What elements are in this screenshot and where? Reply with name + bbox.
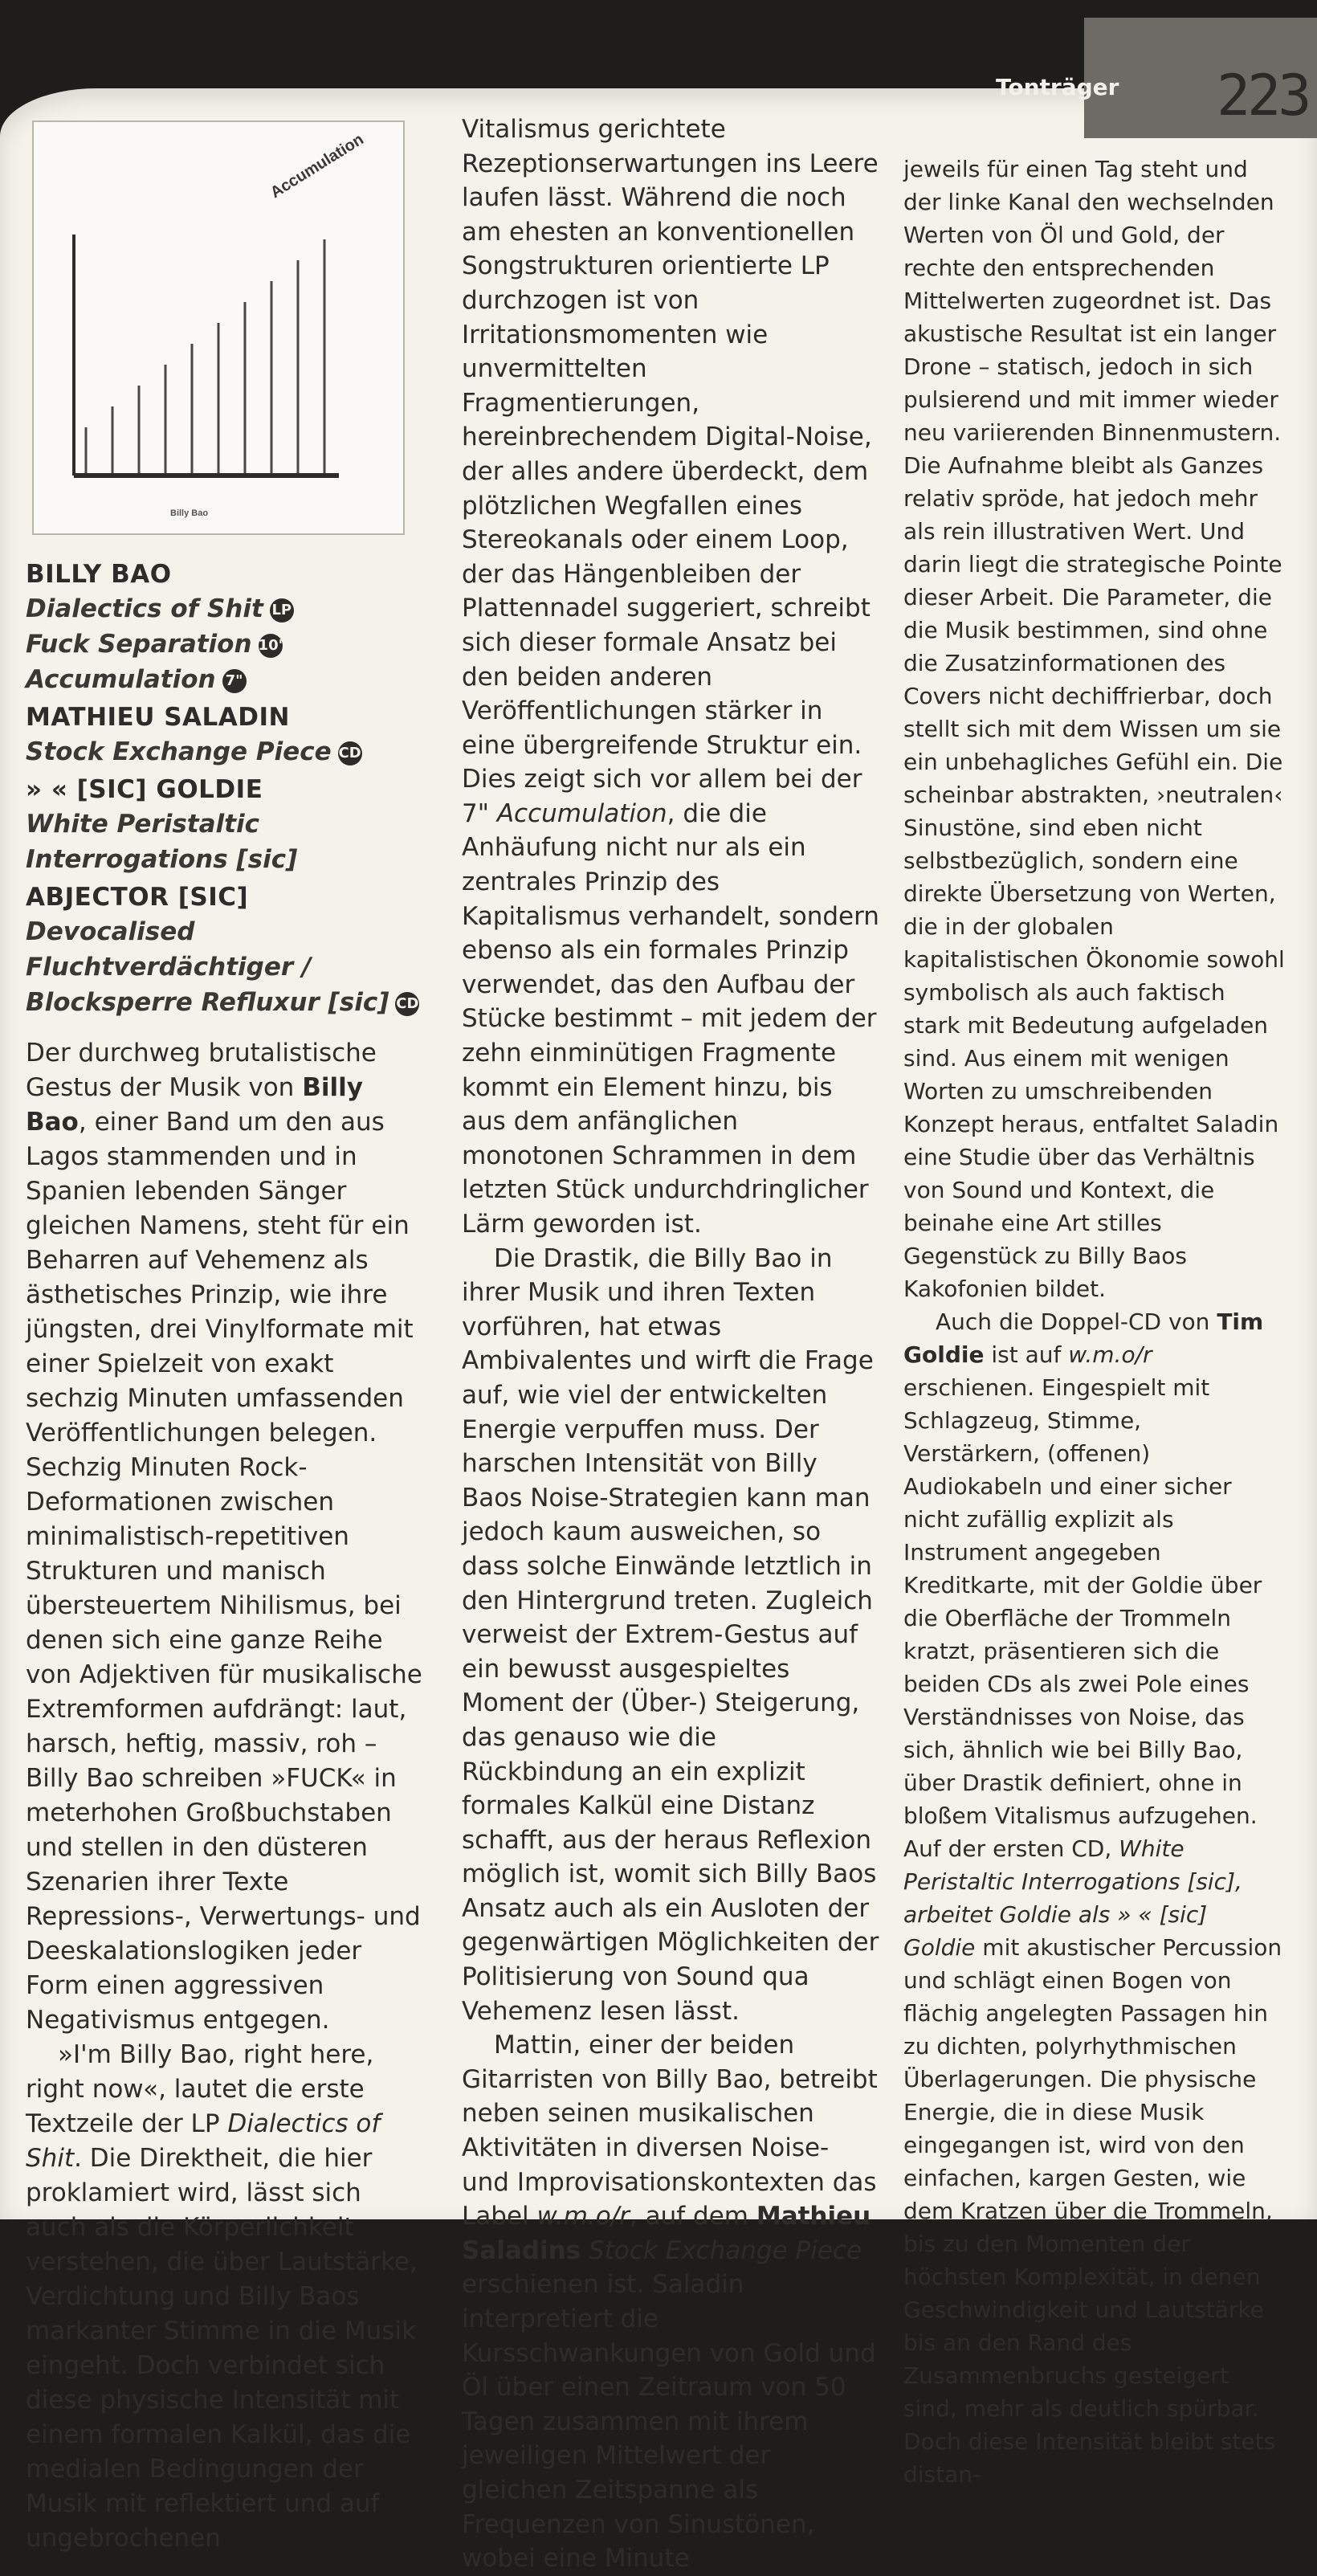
text-run: Auch die Doppel-CD von <box>936 1308 1217 1335</box>
text-run: , auf dem <box>629 2202 756 2231</box>
discography-release <box>26 662 427 697</box>
artist-text: ABJECTOR [SIC] <box>26 883 249 912</box>
text-column-3 <box>903 153 1285 2491</box>
label-name: w.m.o/r <box>1068 1341 1152 1368</box>
text-run: Der durchweg brutalistische Gestus der Musik von <box>26 1039 377 1102</box>
discography-artist <box>26 557 427 591</box>
artist-text: MATHIEU SALADIN <box>26 703 290 732</box>
artist-name: Tim Goldie <box>903 1308 1264 1368</box>
text-run: , die die Anhäufung nicht nur als ein zentrales Prinzip des Kapitalismus verhandelt, sondern ebenso als ein formales Prinzip verwendet, das den Aufbau der Stücke bestimmt – mit jedem der zehn einminütigen Fragmente kommt ein Element hinzu, bis aus dem anfänglichen monotonen Schrammen in dem letzten Stück undurchdringlicher Lärm geworden ist. <box>462 798 879 1239</box>
discography-artist <box>26 880 427 914</box>
paragraph: jeweils für einen Tag steht und der linke Kanal den wechselnden Werten von Öl und Gold, der rechte den entsprechenden Mittelwerten zugeordnet ist. Das akustische Resultat ist ein langer Drone – statisch, jedoch in sich pulsierend und mit immer wieder neu variierenden Binnenmustern. Die Aufnahme bleibt als Ganzes relativ spröde, hat jedoch mehr als rein illustrativen Wert. Und darin liegt die strategische Pointe dieser Arbeit. Die Parameter, die die Musik bestimmen, sind ohne die Zusatzinformationen des Covers nicht dechiffrierbar, doch stellt sich mit dem Wissen um sie ein unbehagliches Gefühl ein. Die scheinbar abstrakten, ›neutralen‹ Sinustöne, sind eben nicht selbstbezüglich, sondern eine direkte Übersetzung von Werten, die in der globalen kapitalistischen Ökonomie sowohl symbolisch als auch faktisch stark mit Bedeutung aufgeladen sind. Aus einem mit wenigen Worten zu umschreibenden Konzept heraus, entfaltet Saladin eine Studie über das Verhältnis von Sound und Kontext, die beinahe eine Art stilles Gegenstück zu Billy Baos Kakofonien bildet. <box>903 156 1285 1302</box>
artist-text: » « [SIC] GOLDIE <box>26 775 263 804</box>
artist-alias: , arbeitet Goldie als » « [sic] Goldie <box>903 1868 1242 1961</box>
text-run: , einer Band um den aus Lagos stammenden und in Spanien lebenden Sänger gleichen Namens, steht für ein Beharren auf Vehemenz als ästhetisches Prinzip, wie ihre jüngsten, drei Vinylformate mit einer Spielzeit von exakt sechzig Minuten umfassenden Veröffentlichungen belegen. Sechzig Minuten Rock-Deformationen zwischen minimalistisch-repetitiven Strukturen und manisch übersteuertem Nihilismus, bei denen sich eine ganze Reihe von Adjektiven für musikalische Extremformen aufdrängt: laut, harsch, heftig, massiv, roh – Billy Bao schreiben »FUCK« in meterhohen Großbuchstaben und stellen in den düsteren Szenarien ihrer Texte Repressions-, Verwertungs- und Deeskalationslogiken jeder Form einen aggressiven Negativismus entgegen. <box>26 1108 422 2035</box>
discography-release <box>26 806 427 877</box>
cover-figure <box>32 120 405 535</box>
discography-list <box>26 554 427 1020</box>
text-column-1 <box>26 1036 427 2556</box>
release-text: Dialectics of Shit <box>26 594 263 623</box>
paragraph: Die Drastik, die Billy Bao in ihrer Musik und ihren Texten vorführen, hat etwas Ambivalentes und wirft die Frage auf, wie viel der entwickelten Energie verpuffen muss. Der harschen Intensität von Billy Baos Noise-Strategien kann man jedoch kaum ausweichen, so dass solche Einwände letztlich in den Hintergrund treten. Zugleich verweist der Extrem-Gestus auf ein bewusst ausgespieltes Moment der (Über-) Steigerung, das genauso wie die Rückbindung an ein explizit formales Kalkül eine Distanz schafft, aus der heraus Reflexion möglich ist, womit sich Billy Baos Ansatz auch als ein Ausloten der gegenwärtigen Möglichkeiten der Politisierung von Sound qua Vehemenz lesen lässt. <box>462 1243 879 2026</box>
release-text: Fuck Separation <box>26 630 252 659</box>
release-text: Accumulation <box>26 665 216 694</box>
format-badge-icon: 7" <box>222 669 247 693</box>
format-badge-icon: LP <box>270 598 294 623</box>
text-run: mit akustischer Percussion und schlägt einen Bogen von flächig angelegten Passagen hin zu dichten, polyrhythmischen Überlagerungen. Die physische Energie, die in diese Musik eingegangen ist, wird von den einfachen, kargen Gesten, wie dem Kratzen über die Trommeln, bis zu den Momenten der höchsten Komplexität, in denen Geschwindigkeit und Lautstärke bis an den Rand des Zusammenbruchs gesteigert sind, mehr als deutlich spürbar. Doch diese Intensität bleibt stets distan- <box>903 1934 1282 2488</box>
paragraph <box>26 2038 427 2556</box>
label-name: w.m.o/r <box>536 2202 630 2231</box>
text-run: erschienen ist. Saladin interpretiert die Kursschwankungen von Gold und Öl über einen Zeitraum von 50 Tagen zusammen mit ihrem jeweiligen Mittelwert der gleichen Zeitspanne als Frequenzen von Sinustönen, wobei eine Minute <box>462 2270 876 2574</box>
text-run: Mattin, einer der beiden Gitarristen von Billy Bao, betreibt neben seinen musikalischen Aktivitäten in diversen Noise- und Improvisationskontexten das Label <box>462 2031 878 2231</box>
album-title: Accumulation <box>496 798 667 828</box>
discography-release <box>26 591 427 627</box>
release-text: Stock Exchange Piece <box>26 737 332 766</box>
discography-release <box>26 627 427 662</box>
release-text: Devocalised Fluchtverdächtiger / Blocksperre Refluxur [sic] <box>26 917 389 1017</box>
album-title: Stock Exchange Piece <box>589 2235 862 2265</box>
release-text: White Peristaltic Interrogations [sic] <box>26 810 298 874</box>
cover-band: Billy Bao <box>170 508 209 518</box>
cover-figure-svg <box>34 122 403 533</box>
format-badge-icon: 10" <box>259 634 283 658</box>
text-run: erschienen. Eingespielt mit Schlagzeug, Stimme, Verstärkern, (offenen) Audiokabeln und einer sicher nicht zufällig explizit als Instrument angegeben Kreditkarte, mit der Goldie über die Oberfläche der Trommeln kratzt, präsentieren sich die beiden CDs als zwei Pole eines Verständnisses von Noise, das sich, ähnlich wie bei Billy Bao, über Drastik definiert, ohne in bloßem Vitalismus aufzugehen. Auf der ersten CD, <box>903 1374 1262 1862</box>
paragraph <box>462 112 879 1242</box>
artist-text: BILLY BAO <box>26 560 172 589</box>
text-run: . Die Direktheit, die hier proklamiert wird, lässt sich auch als die Körperlichkeit verstehen, die über Lautstärke, Verdichtung und Billy Baos markanter Stimme in die Musik eingeht. Doch verbindet sich diese physische Intensität mit einem formalen Kalkül, das die medialen Bedingungen der Musik mit reflektiert und auf ungebrochenen <box>26 2144 418 2553</box>
discography-release <box>26 734 427 770</box>
text-run: »I'm Billy Bao, right here, right now«, lautet die erste Textzeile der LP <box>26 2040 374 2138</box>
album-title: Dialectics of Shit <box>26 2109 381 2173</box>
format-badge-icon: CD <box>395 992 419 1016</box>
page-number: 223 <box>1217 63 1309 129</box>
text-column-2 <box>462 112 879 2576</box>
section-title: Tonträger <box>996 74 1119 100</box>
discography-artist <box>26 700 427 734</box>
text-run: ist auf <box>984 1341 1069 1368</box>
text-run: Vitalismus gerichtete Rezeptionserwartungen ins Leere laufen lässt. Während die noch am ehesten an konventionellen Songstrukturen orientierte LP durchzogen ist von Irritationsmomenten wie unvermittelten Fragmentierungen, hereinbrechendem Digital-Noise, der alles andere überdeckt, dem plötzlichen Wegfallen eines Stereokanals oder einem Loop, der das Hängenbleiben der Plattennadel suggeriert, schreibt sich dieser formale Ansatz bei den beiden anderen Veröffentlichungen stärker in eine übergreifende Struktur ein. Dies zeigt sich vor allem bei der 7" <box>462 115 879 828</box>
text-run <box>581 2236 589 2265</box>
cover-bars <box>86 239 324 476</box>
paragraph <box>903 1305 1285 2491</box>
discography-artist <box>26 773 427 806</box>
discography-release <box>26 914 427 1020</box>
paragraph <box>26 1036 427 2038</box>
band-name: Billy Bao <box>26 1073 363 1137</box>
format-badge-icon: CD <box>338 741 362 765</box>
cover-title: Accumulation <box>267 130 367 202</box>
artist-name: Mathieu Saladins <box>462 2202 871 2265</box>
album-title: White Peristaltic Interrogations [sic] <box>903 1835 1235 1895</box>
paragraph <box>462 2028 879 2576</box>
